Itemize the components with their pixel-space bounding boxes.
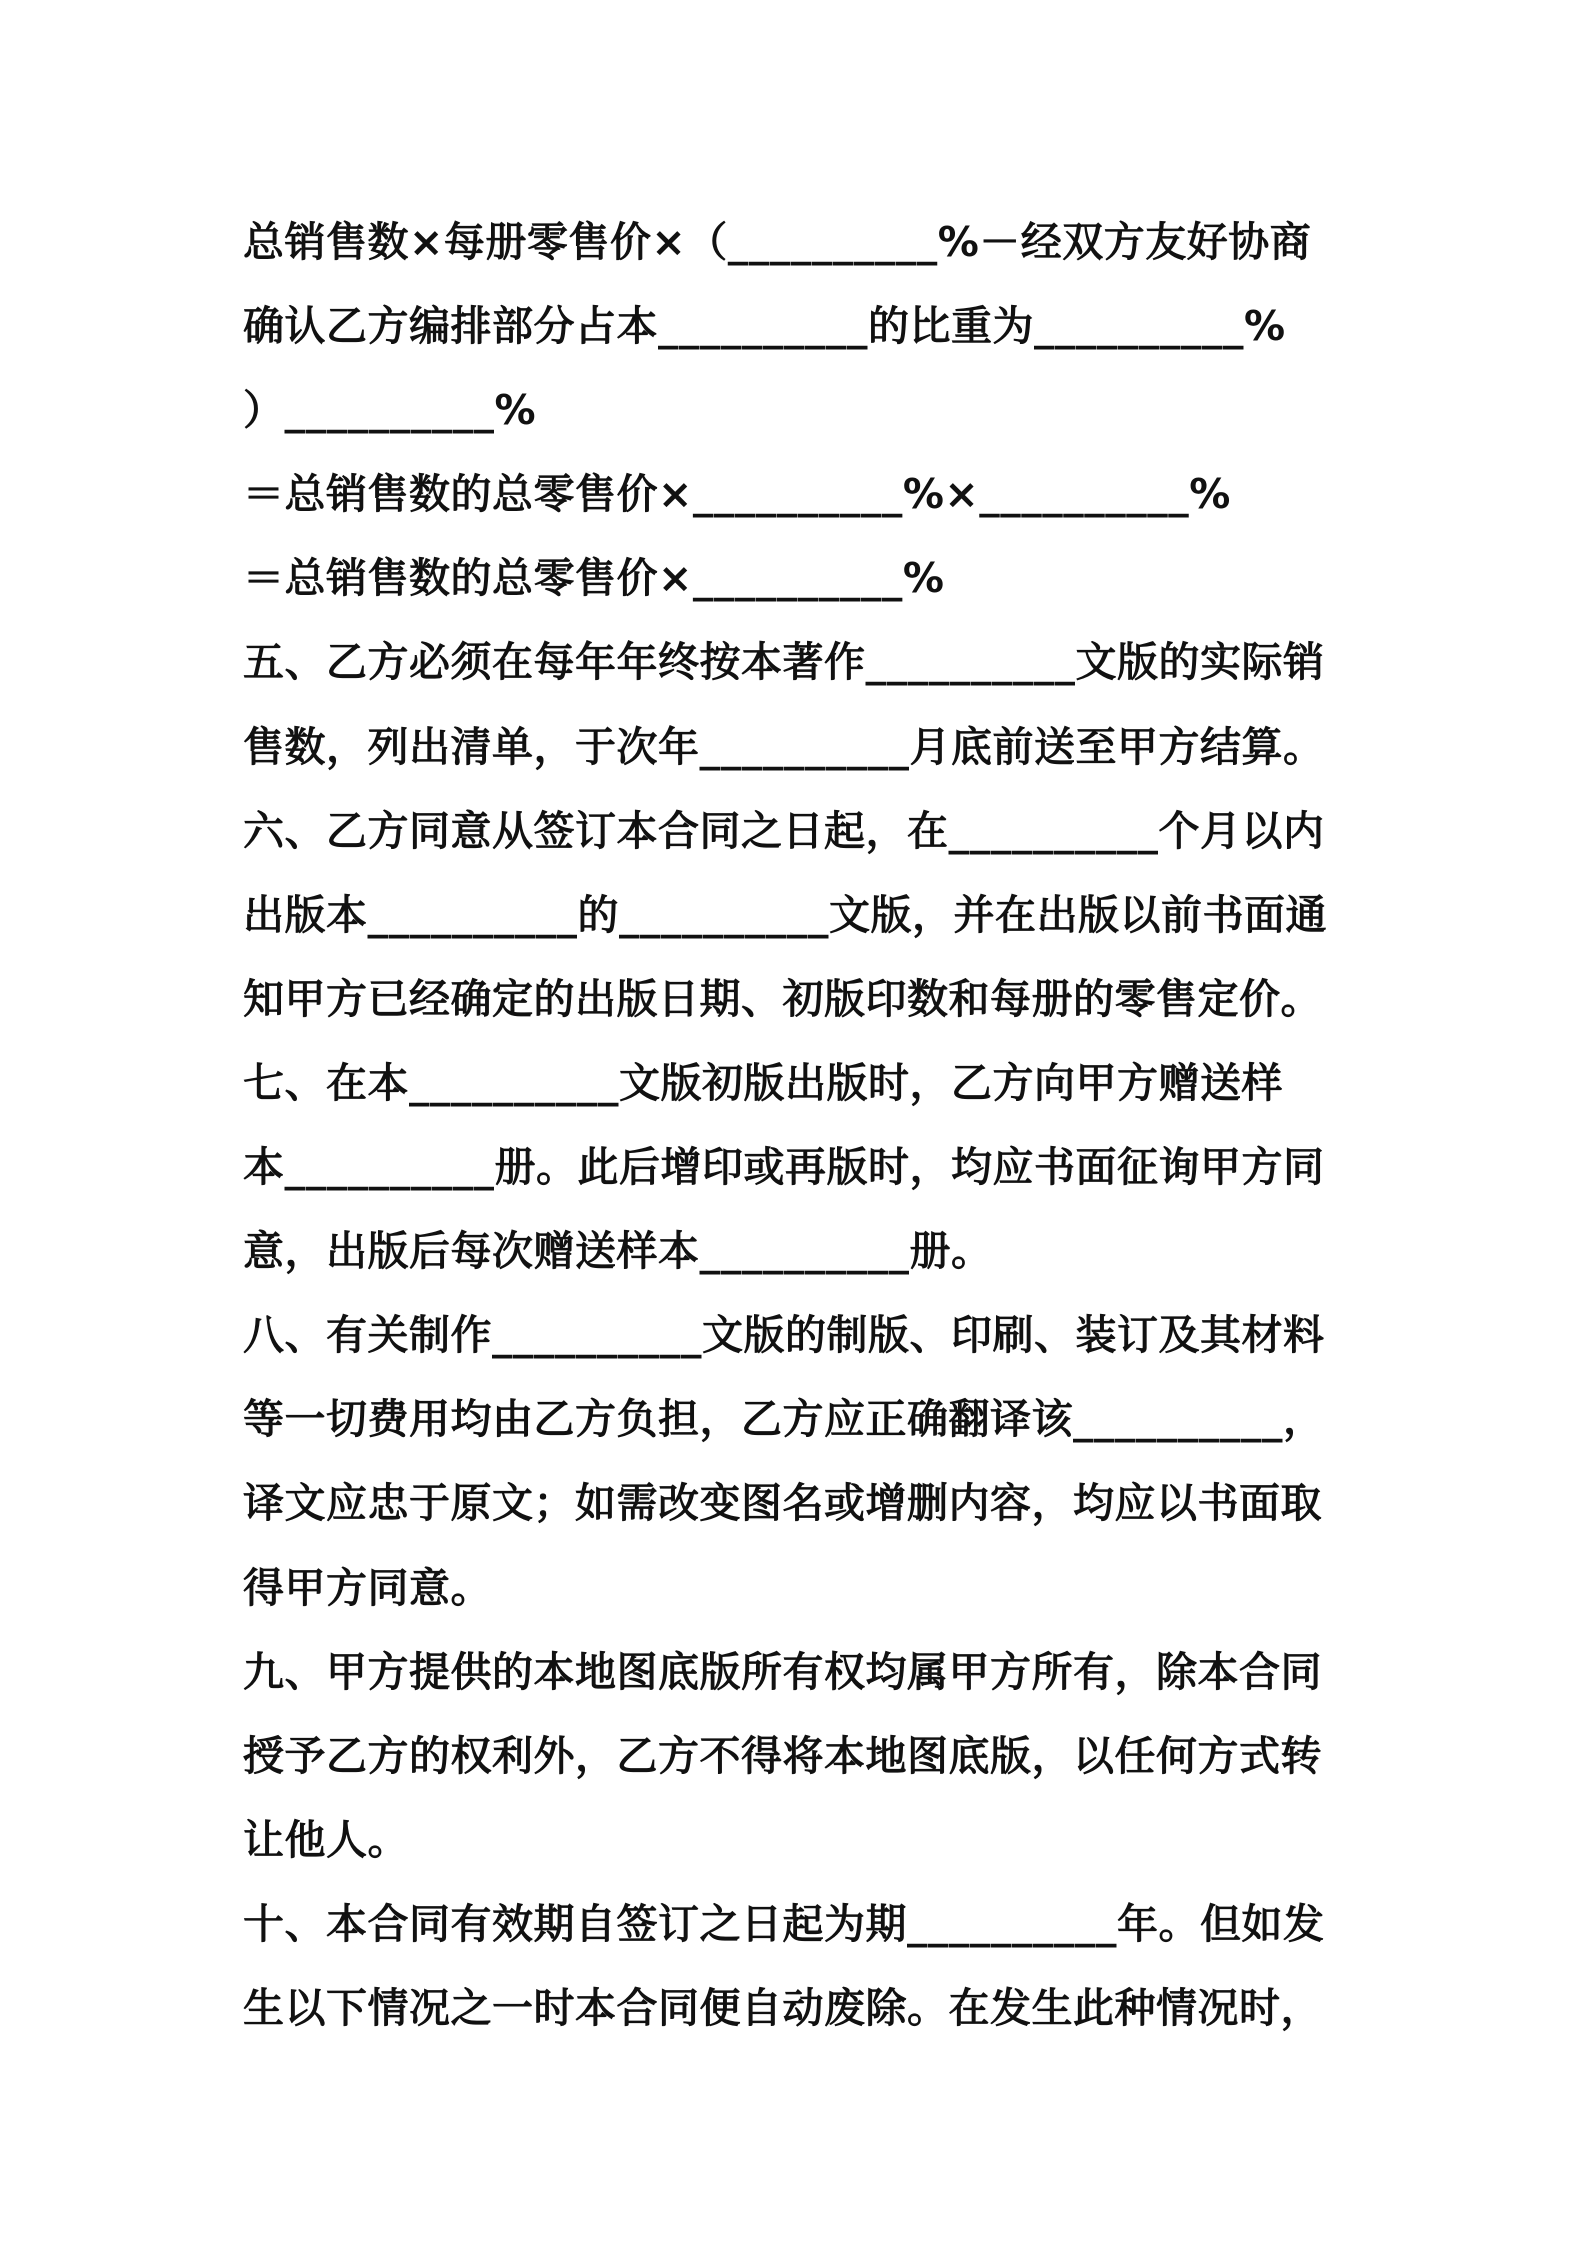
text-line: 知甲方已经确定的出版日期、初版印数和每册的零售定价。 [243,974,1322,1023]
text-line: 确认乙方编排部分占本__________的比重为__________% [243,302,1286,351]
text-line: 出版本__________的__________文版，并在出版以前书面通 [243,890,1327,939]
text-line: 十、本合同有效期自签订之日起为期__________年。但如发 [243,1899,1325,1948]
text-line: ）__________% [243,386,537,435]
document-body [243,200,1358,2050]
text-line: ＝总销售数的总零售价×__________% [243,554,945,603]
text-line: 意，出版后每次赠送样本__________册。 [243,1227,993,1276]
text-line: 售数，列出清单，于次年__________月底前送至甲方结算。 [243,722,1325,771]
text-line: 得甲方同意。 [243,1563,492,1612]
text-line: 九、甲方提供的本地图底版所有权均属甲方所有，除本合同 [243,1647,1322,1696]
text-line: 译文应忠于原文；如需改变图名或增删内容，均应以书面取 [243,1479,1322,1528]
text-line: 授予乙方的权利外，乙方不得将本地图底版，以任何方式转 [243,1731,1322,1780]
text-line: 六、乙方同意从签订本合同之日起，在__________个月以内 [243,806,1325,855]
text-line: 总销售数×每册零售价×（__________%－经双方友好协商 [243,218,1312,266]
text-line: 八、有关制作__________文版的制版、印刷、装订及其材料 [243,1311,1325,1360]
text-line: 本__________册。此后增印或再版时，均应书面征询甲方同 [243,1143,1325,1192]
text-line: 等一切费用均由乙方负担，乙方应正确翻译该__________， [243,1395,1325,1444]
text-line: 生以下情况之一时本合同便自动废除。在发生此种情况时， [243,1983,1322,2032]
text-line: ＝总销售数的总零售价×__________%×__________% [243,470,1231,519]
text-line: 让他人。 [243,1815,409,1864]
text-line: 七、在本__________文版初版出版时，乙方向甲方赠送样 [243,1058,1283,1107]
text-line: 五、乙方必须在每年年终按本著作__________文版的实际销 [243,638,1325,687]
